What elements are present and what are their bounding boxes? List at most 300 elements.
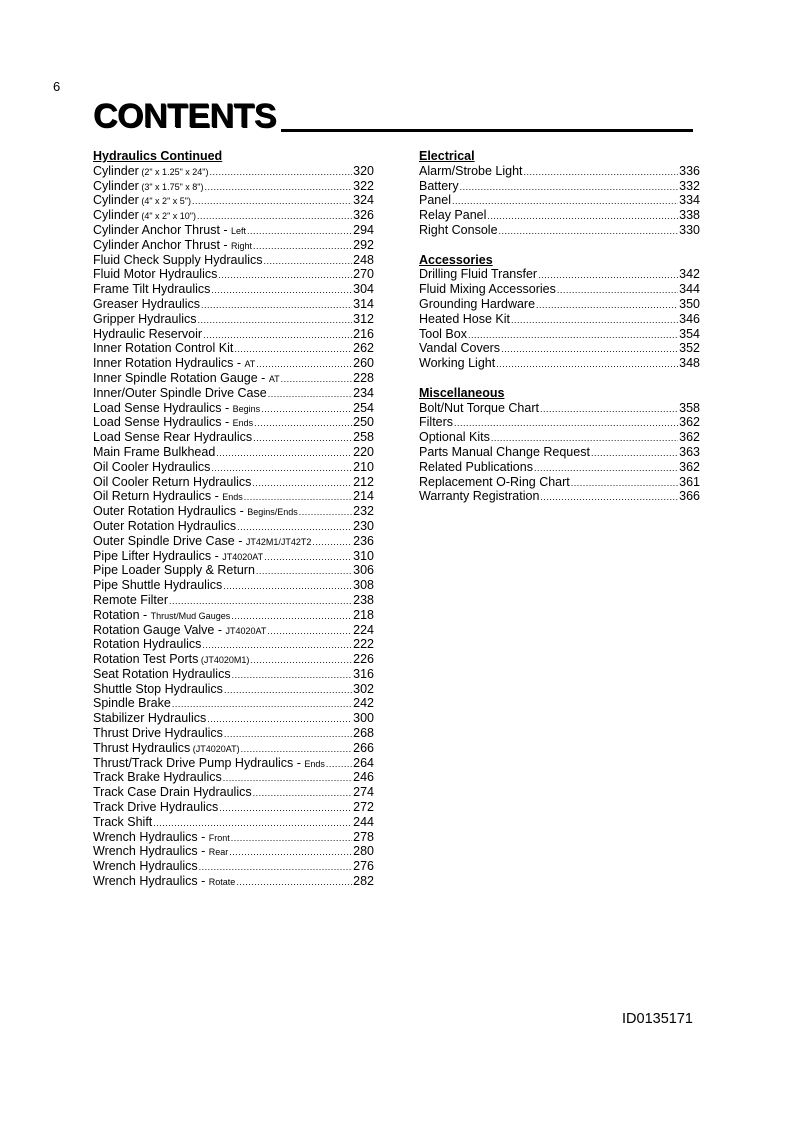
entry-name: Spindle Brake: [93, 696, 171, 711]
entry-name: Thrust Hydraulics: [93, 740, 191, 755]
entry-page-number: 324: [353, 193, 374, 208]
entry-name: Inner Rotation Control Kit: [93, 341, 234, 356]
entry-title: [419, 179, 459, 195]
entry-name: Panel: [419, 193, 451, 208]
entry-name: Rotation Gauge Valve -: [93, 622, 226, 637]
dot-leader: [209, 165, 352, 180]
toc-entry[interactable]: [419, 401, 700, 416]
toc-entry[interactable]: [93, 475, 374, 490]
toc-entry[interactable]: [93, 844, 374, 859]
dot-leader: [219, 801, 352, 816]
entry-name: Cylinder: [93, 178, 139, 193]
entry-name: Remote Filter: [93, 592, 169, 607]
toc-entry[interactable]: [419, 193, 700, 208]
toc-entry[interactable]: [93, 179, 374, 194]
entry-page-number: 314: [353, 296, 374, 311]
dot-leader: [231, 609, 352, 624]
dot-leader: [460, 180, 679, 195]
entry-title: [93, 386, 267, 402]
toc-entry[interactable]: [93, 696, 374, 711]
section-heading: Miscellaneous: [419, 385, 505, 400]
toc-entry[interactable]: [93, 164, 374, 179]
entry-name: Thrust Drive Hydraulics: [93, 726, 223, 741]
entry-title: [93, 238, 252, 254]
entry-title: [93, 164, 208, 180]
dot-leader: [501, 342, 678, 357]
entry-title: [419, 164, 523, 180]
entry-name: Grounding Hardware: [419, 296, 536, 311]
entry-title: [419, 356, 495, 372]
entry-page-number: 212: [353, 474, 374, 489]
page-title: CONTENTS: [93, 97, 276, 135]
entry-name: Bolt/Nut Torque Chart: [419, 400, 539, 415]
toc-entry[interactable]: [93, 549, 374, 564]
entry-name: Parts Manual Change Request: [419, 444, 590, 459]
entry-title: [93, 726, 223, 742]
entry-name: Heated Hose Kit: [419, 311, 511, 326]
dot-leader: [169, 594, 352, 609]
section-heading: Accessories: [419, 252, 493, 267]
entry-page-number: 262: [353, 341, 374, 356]
entry-page-number: 276: [353, 859, 374, 874]
entry-name: Fluid Mixing Accessories: [419, 282, 556, 297]
entry-page-number: 358: [679, 400, 700, 415]
entry-page-number: 306: [353, 563, 374, 578]
toc-entry[interactable]: [419, 223, 700, 238]
toc-entry[interactable]: [93, 386, 374, 401]
entry-page-number: 362: [679, 430, 700, 445]
entry-title: [93, 445, 215, 461]
title-underline-rule: [281, 129, 693, 132]
toc-entry[interactable]: [419, 415, 700, 430]
entry-name: Tool Box: [419, 326, 467, 341]
entry-name: Oil Cooler Hydraulics: [93, 459, 211, 474]
toc-entry[interactable]: [93, 504, 374, 519]
entry-name: Vandal Covers: [419, 341, 501, 356]
entry-page-number: 222: [353, 637, 374, 652]
entry-page-number: 346: [679, 311, 700, 326]
entry-name: Replacement O-Ring Chart: [419, 474, 570, 489]
entry-name: Pipe Lifter Hydraulics -: [93, 548, 223, 563]
entry-name: Thrust/Track Drive Pump Hydraulics -: [93, 755, 305, 770]
dot-leader: [511, 313, 678, 328]
toc-entry[interactable]: [419, 267, 700, 282]
entry-title: [93, 623, 266, 639]
entry-page-number: 268: [353, 726, 374, 741]
toc-entry[interactable]: [93, 859, 374, 874]
entry-title: [93, 430, 252, 446]
dot-leader: [216, 446, 352, 461]
entry-page-number: 338: [679, 208, 700, 223]
toc-entry[interactable]: [93, 208, 374, 223]
entry-title: [93, 401, 260, 417]
toc-entry[interactable]: [93, 874, 374, 889]
entry-name: Drilling Fluid Transfer: [419, 267, 538, 282]
entry-name: Track Brake Hydraulics: [93, 770, 222, 785]
toc-entry[interactable]: [93, 371, 374, 386]
dot-leader: [591, 446, 678, 461]
entry-page-number: 260: [353, 356, 374, 371]
toc-entry[interactable]: [419, 208, 700, 223]
dot-leader: [203, 328, 352, 343]
dot-leader: [204, 180, 352, 195]
entry-title: [93, 371, 280, 387]
entry-page-number: 254: [353, 400, 374, 415]
toc-entry[interactable]: [93, 238, 374, 253]
toc-entry[interactable]: [419, 297, 700, 312]
entry-title: [93, 341, 233, 357]
page-number: 6: [53, 79, 61, 94]
toc-entry[interactable]: [93, 741, 374, 756]
entry-title: [93, 800, 218, 816]
entry-page-number: 250: [353, 415, 374, 430]
toc-entry[interactable]: [93, 563, 374, 578]
toc-entry[interactable]: [93, 430, 374, 445]
entry-qualifier: Rear: [208, 847, 229, 858]
entry-qualifier: AT: [244, 359, 256, 370]
toc-entry[interactable]: [93, 637, 374, 652]
toc-entry[interactable]: [93, 785, 374, 800]
dot-leader: [452, 194, 678, 209]
entry-qualifier: Right: [231, 240, 253, 251]
entry-title: [93, 475, 251, 491]
entry-name: Greaser Hydraulics: [93, 296, 200, 311]
entry-title: [93, 563, 255, 579]
dot-leader: [252, 476, 352, 491]
entry-qualifier: Ends: [232, 418, 254, 429]
toc-entry[interactable]: [419, 179, 700, 194]
entry-qualifier: Front: [208, 832, 230, 843]
entry-qualifier: Begins: [232, 403, 261, 414]
entry-page-number: 304: [353, 282, 374, 297]
dot-leader: [557, 283, 678, 298]
toc-entry[interactable]: [93, 356, 374, 371]
dot-leader: [223, 771, 352, 786]
entry-title: [419, 267, 537, 283]
dot-leader: [524, 165, 679, 180]
entry-qualifier: (2" x 1.25" x 24"): [138, 166, 209, 177]
entry-page-number: 264: [353, 755, 374, 770]
entry-page-number: 330: [679, 222, 700, 237]
toc-entry[interactable]: [419, 460, 700, 475]
toc-column-right: [419, 149, 700, 519]
entry-name: Inner/Outer Spindle Drive Case: [93, 385, 267, 400]
entry-name: Battery: [419, 178, 459, 193]
entry-name: Cylinder Anchor Thrust -: [93, 222, 232, 237]
entry-name: Alarm/Strobe Light: [419, 163, 523, 178]
toc-entry[interactable]: [93, 460, 374, 475]
entry-title: [93, 549, 263, 565]
dot-leader: [234, 342, 352, 357]
toc-entry[interactable]: [93, 193, 374, 208]
entry-title: [93, 534, 311, 550]
dot-leader: [256, 564, 352, 579]
entry-name: Rotation -: [93, 607, 151, 622]
entry-title: [419, 460, 533, 476]
entry-qualifier: (4" x 2" x 10"): [138, 211, 196, 222]
entry-title: [93, 608, 230, 624]
toc-entry[interactable]: [93, 830, 374, 845]
entry-title: [419, 401, 539, 417]
entry-title: [93, 770, 222, 786]
entry-page-number: 246: [353, 770, 374, 785]
toc-entry[interactable]: [93, 312, 374, 327]
entry-page-number: 361: [679, 474, 700, 489]
entry-page-number: 363: [679, 444, 700, 459]
dot-leader: [571, 476, 678, 491]
toc-entry[interactable]: [93, 608, 374, 623]
dot-leader: [468, 328, 678, 343]
dot-leader: [229, 845, 352, 860]
entry-qualifier: Begins/Ends: [247, 507, 298, 518]
toc-entry[interactable]: [93, 445, 374, 460]
entry-title: [93, 297, 200, 313]
entry-title: [93, 785, 252, 801]
toc-entry[interactable]: [93, 682, 374, 697]
dot-leader: [207, 712, 352, 727]
toc-entry[interactable]: [419, 341, 700, 356]
entry-title: [93, 593, 168, 609]
section-heading: Electrical: [419, 149, 475, 163]
toc-entry[interactable]: [419, 312, 700, 327]
entry-title: [419, 297, 535, 313]
entry-name: Oil Return Hydraulics -: [93, 489, 223, 504]
entry-title: [93, 815, 152, 831]
dot-leader: [326, 757, 352, 772]
dot-leader: [237, 520, 352, 535]
entry-title: [419, 208, 486, 224]
toc-entry[interactable]: [419, 327, 700, 342]
entry-title: [93, 253, 263, 269]
entry-qualifier: AT: [268, 373, 280, 384]
entry-name: Load Sense Hydraulics -: [93, 400, 233, 415]
entry-name: Filters: [419, 415, 454, 430]
toc-entry[interactable]: [93, 667, 374, 682]
toc-entry[interactable]: [93, 578, 374, 593]
entry-title: [419, 341, 500, 357]
toc-entry[interactable]: [93, 726, 374, 741]
toc-entry[interactable]: [93, 815, 374, 830]
entry-title: [419, 445, 590, 461]
entry-name: Shuttle Stop Hydraulics: [93, 681, 223, 696]
entry-name: Wrench Hydraulics: [93, 859, 198, 874]
entry-title: [93, 711, 206, 727]
dot-leader: [192, 194, 352, 209]
entry-page-number: 352: [679, 341, 700, 356]
entry-name: Pipe Loader Supply & Return: [93, 563, 255, 578]
entry-name: Cylinder Anchor Thrust -: [93, 237, 232, 252]
entry-name: Fluid Motor Hydraulics: [93, 267, 218, 282]
entry-page-number: 308: [353, 578, 374, 593]
toc-entry[interactable]: [419, 475, 700, 490]
entry-title: [93, 223, 246, 239]
entry-title: [419, 327, 467, 343]
toc-entry[interactable]: [419, 489, 700, 504]
dot-leader: [487, 209, 678, 224]
toc-entry[interactable]: [93, 327, 374, 342]
entry-title: [93, 696, 171, 712]
toc-entry[interactable]: [93, 756, 374, 771]
toc-entry[interactable]: [93, 401, 374, 416]
entry-page-number: 218: [353, 607, 374, 622]
entry-qualifier: Ends: [304, 758, 325, 769]
dot-leader: [254, 416, 352, 431]
toc-entry[interactable]: [93, 297, 374, 312]
entry-title: [93, 578, 222, 594]
entry-title: [93, 667, 231, 683]
dot-leader: [211, 461, 352, 476]
entry-name: Main Frame Bulkhead: [93, 444, 216, 459]
entry-title: [93, 756, 325, 772]
toc-entry[interactable]: [419, 356, 700, 371]
dot-leader: [201, 298, 352, 313]
entry-page-number: 216: [353, 326, 374, 341]
dot-leader: [172, 697, 352, 712]
dot-leader: [540, 402, 678, 417]
dot-leader: [491, 431, 678, 446]
toc-entry[interactable]: [419, 282, 700, 297]
entry-name: Stabilizer Hydraulics: [93, 711, 207, 726]
entry-title: [93, 282, 210, 298]
toc-entry[interactable]: [93, 415, 374, 430]
toc-entry[interactable]: [419, 164, 700, 179]
entry-title: [93, 489, 243, 505]
toc-entry[interactable]: [93, 223, 374, 238]
dot-leader: [232, 668, 353, 683]
entry-page-number: 244: [353, 814, 374, 829]
dot-leader: [202, 638, 352, 653]
entry-page-number: 266: [353, 740, 374, 755]
toc-entry[interactable]: [419, 430, 700, 445]
dot-leader: [253, 431, 352, 446]
toc-section: [93, 149, 374, 889]
entry-title: [93, 208, 196, 224]
entry-page-number: 312: [353, 311, 374, 326]
entry-qualifier: JT42M1/JT42T2: [245, 536, 312, 547]
toc-section: [419, 149, 700, 238]
dot-leader: [264, 254, 353, 269]
entry-name: Rotation Test Ports: [93, 652, 199, 667]
dot-leader: [538, 268, 678, 283]
entry-qualifier: (JT4020AT): [190, 743, 240, 754]
entry-page-number: 274: [353, 785, 374, 800]
entry-page-number: 362: [679, 415, 700, 430]
entry-page-number: 214: [353, 489, 374, 504]
entry-page-number: 228: [353, 370, 374, 385]
entry-name: Inner Spindle Rotation Gauge -: [93, 370, 269, 385]
entry-title: [419, 223, 498, 239]
entry-name: Cylinder: [93, 163, 139, 178]
entry-page-number: 348: [679, 356, 700, 371]
entry-title: [93, 312, 197, 328]
toc-entry[interactable]: [93, 253, 374, 268]
entry-name: Seat Rotation Hydraulics: [93, 666, 231, 681]
entry-title: [93, 830, 230, 846]
entry-name: Related Publications: [419, 459, 533, 474]
entry-page-number: 232: [353, 504, 374, 519]
toc-entry[interactable]: [93, 534, 374, 549]
entry-page-number: 354: [679, 326, 700, 341]
dot-leader: [218, 268, 352, 283]
toc-entry[interactable]: [93, 623, 374, 638]
entry-name: Hydraulic Reservoir: [93, 326, 203, 341]
toc-entry[interactable]: [93, 282, 374, 297]
entry-title: [419, 415, 453, 431]
dot-leader: [244, 490, 352, 505]
dot-leader: [224, 683, 352, 698]
entry-name: Load Sense Hydraulics -: [93, 415, 233, 430]
toc-entry[interactable]: [93, 519, 374, 534]
entry-qualifier: Thrust/Mud Gauges: [150, 610, 231, 621]
toc-entry[interactable]: [93, 770, 374, 785]
entry-title: [93, 193, 191, 209]
entry-title: [93, 741, 240, 757]
dot-leader: [536, 298, 678, 313]
entry-title: [93, 682, 223, 698]
entry-name: Outer Spindle Drive Case -: [93, 533, 246, 548]
entry-name: Track Case Drain Hydraulics: [93, 785, 252, 800]
entry-name: Wrench Hydraulics -: [93, 874, 209, 889]
dot-leader: [247, 224, 352, 239]
document-id: ID0135171: [622, 1011, 693, 1027]
toc-entry[interactable]: [93, 800, 374, 815]
toc-entry[interactable]: [93, 711, 374, 726]
dot-leader: [299, 505, 352, 520]
entry-title: [419, 489, 539, 505]
entry-name: Outer Rotation Hydraulics -: [93, 504, 248, 519]
entry-title: [419, 193, 451, 209]
entry-page-number: 322: [353, 178, 374, 193]
entry-qualifier: Ends: [222, 492, 243, 503]
toc-entry[interactable]: [93, 652, 374, 667]
entry-page-number: 366: [679, 489, 700, 504]
dot-leader: [223, 579, 352, 594]
toc-entry[interactable]: [419, 445, 700, 460]
dot-leader: [197, 209, 352, 224]
entry-page-number: 300: [353, 711, 374, 726]
dot-leader: [496, 357, 678, 372]
toc-entry[interactable]: [93, 593, 374, 608]
entry-title: [419, 312, 510, 328]
entry-name: Working Light: [419, 356, 496, 371]
entry-page-number: 336: [679, 163, 700, 178]
toc-entry[interactable]: [93, 341, 374, 356]
entry-title: [93, 356, 255, 372]
dot-leader: [264, 550, 352, 565]
toc-column-left: [93, 149, 374, 904]
entry-page-number: 332: [679, 178, 700, 193]
entry-page-number: 334: [679, 193, 700, 208]
entry-page-number: 224: [353, 622, 374, 637]
entry-page-number: 320: [353, 163, 374, 178]
entry-name: Gripper Hydraulics: [93, 311, 197, 326]
dot-leader: [499, 224, 679, 239]
dot-leader: [241, 742, 353, 757]
entry-name: Wrench Hydraulics -: [93, 829, 209, 844]
entry-name: Relay Panel: [419, 208, 487, 223]
entry-name: Track Shift: [93, 814, 153, 829]
toc-entry[interactable]: [93, 267, 374, 282]
entry-title: [419, 475, 570, 491]
entry-title: [93, 327, 202, 343]
entry-name: Cylinder: [93, 208, 139, 223]
entry-page-number: 280: [353, 844, 374, 859]
entry-page-number: 344: [679, 282, 700, 297]
toc-entry[interactable]: [93, 489, 374, 504]
entry-page-number: 350: [679, 296, 700, 311]
entry-page-number: 210: [353, 459, 374, 474]
entry-title: [93, 179, 203, 195]
